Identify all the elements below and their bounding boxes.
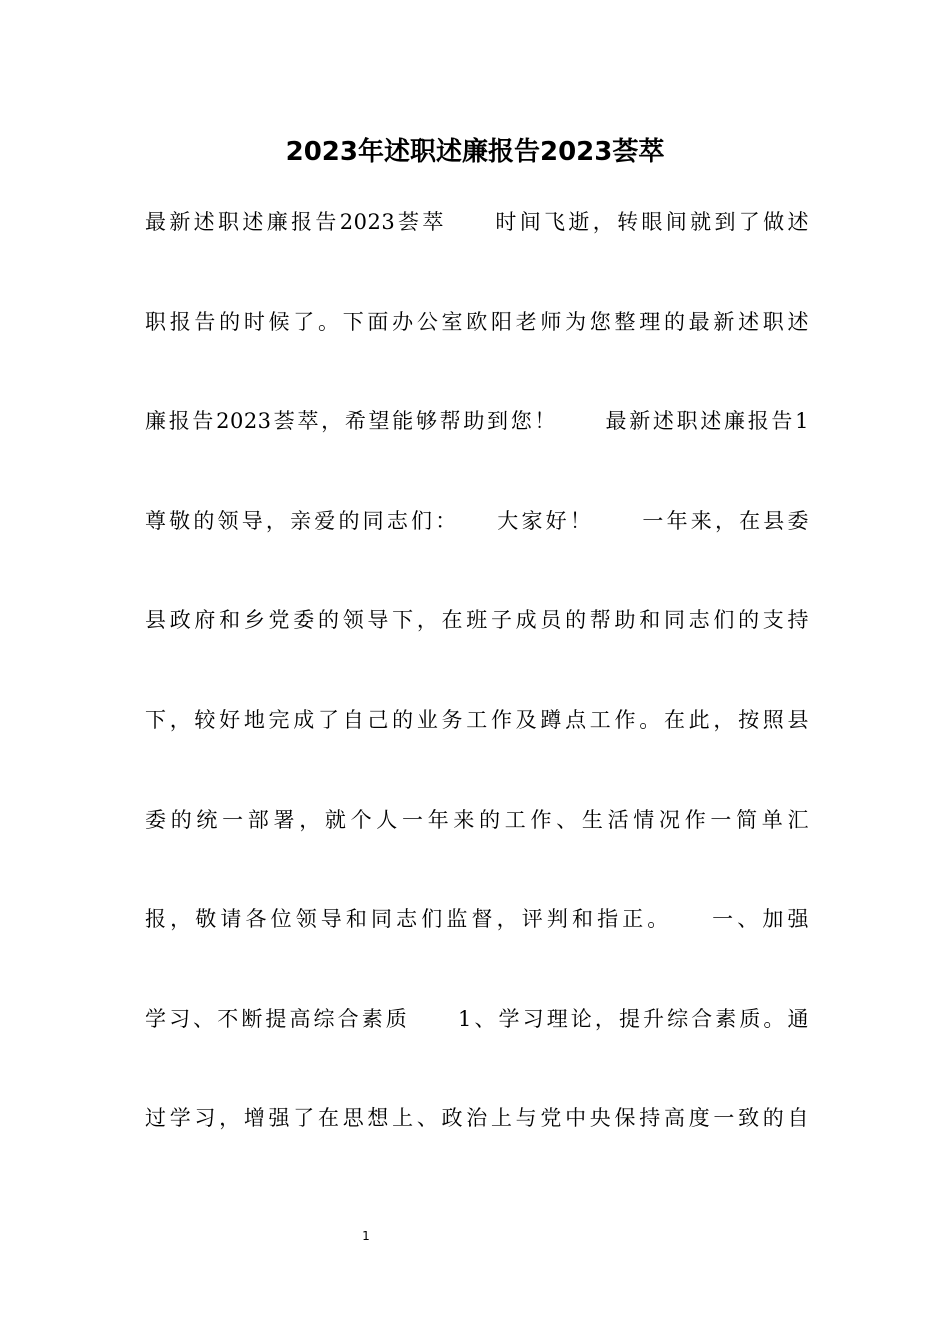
body-line: 尊敬的领导，亲爱的同志们： 大家好！ 一年来，在县委: [145, 508, 809, 533]
body-line: 学习、不断提高综合素质 1、学习理论，提升综合素质。通: [145, 1006, 809, 1031]
body-line: 下，较好地完成了自己的业务工作及蹲点工作。在此，按照县: [145, 707, 809, 732]
document-body: [145, 198, 809, 1194]
body-line: 过学习，增强了在思想上、政治上与党中央保持高度一致的自: [145, 1106, 809, 1131]
document-title: 2023年述职述廉报告2023荟萃: [285, 137, 665, 167]
body-line: 职报告的时候了。下面办公室欧阳老师为您整理的最新述职述: [145, 309, 809, 334]
body-line: 委的统一部署，就个人一年来的工作、生活情况作一简单汇: [145, 807, 809, 832]
page-number: 1: [362, 1229, 370, 1243]
body-line: 最新述职述廉报告2023荟萃 时间飞逝，转眼间就到了做述: [145, 210, 809, 234]
body-line: 报，敬请各位领导和同志们监督，评判和指正。 一、加强: [145, 907, 809, 932]
body-line: 县政府和乡党委的领导下，在班子成员的帮助和同志们的支持: [145, 608, 809, 633]
body-line: 廉报告2023荟萃，希望能够帮助到您！ 最新述职述廉报告1: [145, 409, 809, 434]
